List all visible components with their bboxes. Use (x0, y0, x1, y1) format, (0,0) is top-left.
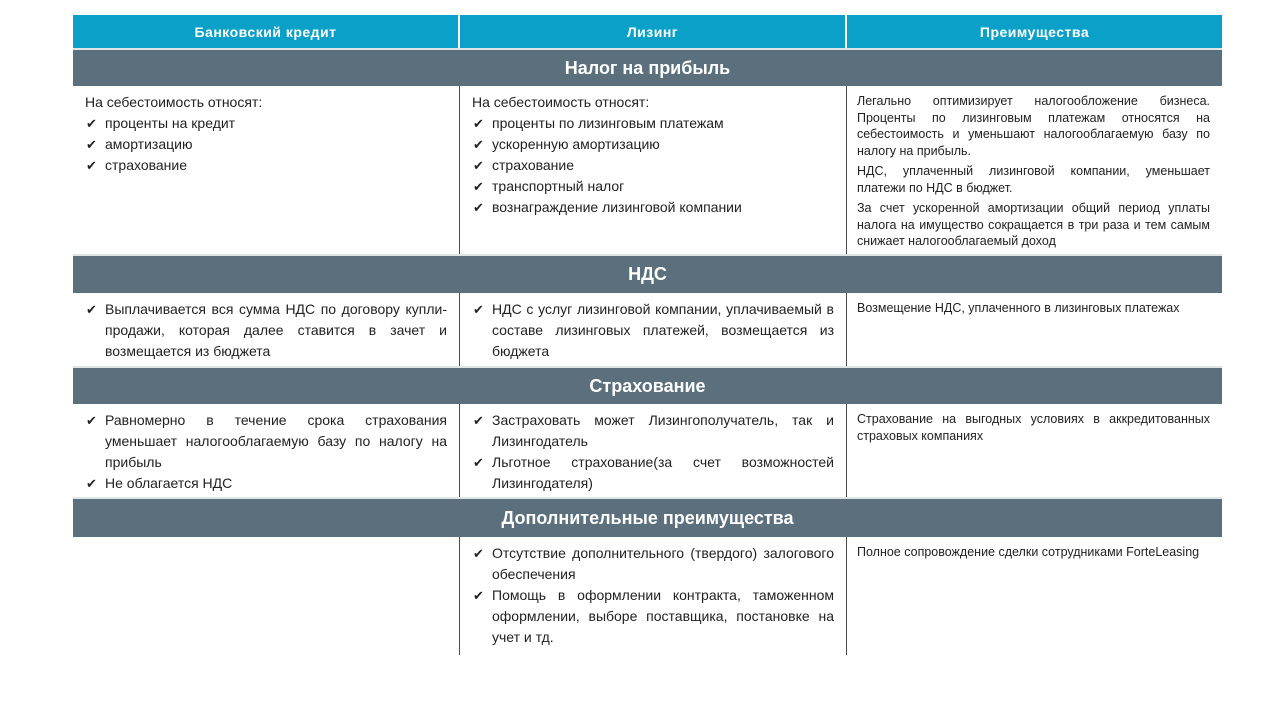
list-item (85, 473, 447, 494)
leasing-cell-extra (460, 537, 847, 655)
list-item-text: страхование (492, 157, 575, 173)
bank-list (85, 299, 447, 362)
list-item (85, 155, 447, 176)
table-header (73, 15, 1222, 48)
list-item-text: Выплачивается вся сумма НДС по договору купли-продажи, которая далее ставится в зачет и возмещается из бюджета (105, 301, 447, 359)
list-item (472, 452, 834, 494)
advantage-text: Легально оптимизирует налогообложение бизнеса. Проценты по лизинговым платежам относятся на себестоимость и уменьшают налогооблагаемую базу по налогу на прибыль. (857, 94, 1210, 158)
leasing-list (472, 113, 834, 218)
advantages-cell-extra (847, 537, 1222, 655)
check-icon: ✔ (473, 116, 484, 131)
check-icon: ✔ (473, 455, 484, 470)
check-icon: ✔ (473, 200, 484, 215)
leasing-intro: На себестоимость относят: (472, 94, 650, 110)
bank-cell-extra (73, 537, 460, 655)
section-row-insurance (73, 404, 1222, 497)
check-icon: ✔ (86, 302, 97, 317)
check-icon: ✔ (473, 302, 484, 317)
section-title-vat: НДС (73, 254, 1222, 293)
list-item (85, 134, 447, 155)
comparison-table (73, 15, 1222, 655)
section-row-profit (73, 86, 1222, 254)
advantage-text: Полное сопровождение сделки сотрудниками ForteLeasing (857, 545, 1200, 559)
check-icon: ✔ (473, 179, 484, 194)
section-title-insurance: Страхование (73, 366, 1222, 404)
list-item-text: вознаграждение лизинговой компании (492, 199, 742, 215)
section-title-extra: Дополнительные преимущества (73, 497, 1222, 537)
list-item (472, 585, 834, 648)
list-item (472, 543, 834, 585)
list-item (472, 155, 834, 176)
check-icon: ✔ (86, 476, 97, 491)
leasing-list (472, 410, 834, 494)
list-item (472, 410, 834, 452)
advantage-text: Возмещение НДС, уплаченного в лизинговых платежах (857, 301, 1180, 315)
list-item-text: Помощь в оформлении контракта, таможенном оформлении, выборе поставщика, постановке на учет и тд. (492, 587, 834, 645)
check-icon: ✔ (473, 588, 484, 603)
list-item-text: Застраховать может Лизингополучатель, так и Лизингодатель (492, 412, 834, 449)
list-item (472, 176, 834, 197)
check-icon: ✔ (473, 158, 484, 173)
check-icon: ✔ (86, 137, 97, 152)
header-leasing: Лизинг (460, 15, 847, 48)
list-item-text: Не облагается НДС (105, 475, 233, 491)
advantage-text: Страхование на выгодных условиях в аккредитованных страховых компаниях (857, 412, 1210, 443)
check-icon: ✔ (473, 137, 484, 152)
bank-intro: На себестоимость относят: (85, 94, 263, 110)
list-item (85, 113, 447, 134)
list-item-text: проценты по лизинговым платежам (492, 115, 724, 131)
list-item (85, 410, 447, 473)
list-item-text: Отсутствие дополнительного (твердого) залогового обеспечения (492, 545, 834, 582)
list-item-text: амортизацию (105, 136, 193, 152)
list-item-text: Льготное страхование(за счет возможностей Лизингодателя) (492, 454, 834, 491)
list-item (85, 299, 447, 362)
list-item-text: ускоренную амортизацию (492, 136, 660, 152)
section-row-extra (73, 537, 1222, 655)
advantages-cell-profit (847, 86, 1222, 254)
list-item-text: Равномерно в течение срока страхования уменьшает налогооблагаемую базу по налогу на прибыль (105, 412, 447, 470)
section-title-profit: Налог на прибыль (73, 48, 1222, 86)
section-row-vat (73, 293, 1222, 366)
bank-list (85, 410, 447, 494)
bank-cell-vat (73, 293, 460, 366)
check-icon: ✔ (473, 546, 484, 561)
check-icon: ✔ (86, 158, 97, 173)
leasing-list (472, 543, 834, 648)
leasing-cell-insurance (460, 404, 847, 497)
list-item (472, 299, 834, 362)
list-item-text: НДС с услуг лизинговой компании, уплачиваемый в составе лизинговых платежей, возмещается из бюджета (492, 301, 834, 359)
list-item-text: страхование (105, 157, 188, 173)
leasing-cell-profit (460, 86, 847, 254)
list-item (472, 197, 834, 218)
leasing-list (472, 299, 834, 362)
check-icon: ✔ (473, 413, 484, 428)
advantages-cell-insurance (847, 404, 1222, 497)
bank-list (85, 113, 447, 176)
advantages-cell-vat (847, 293, 1222, 366)
list-item-text: транспортный налог (492, 178, 625, 194)
bank-cell-profit (73, 86, 460, 254)
header-bank-credit: Банковский кредит (73, 15, 460, 48)
check-icon: ✔ (86, 413, 97, 428)
check-icon: ✔ (86, 116, 97, 131)
list-item (472, 113, 834, 134)
advantage-text: За счет ускоренной амортизации общий период уплаты налога на имущество сокращается в три раза и тем самым снижает налогооблагаемый доход (857, 201, 1210, 248)
bank-cell-insurance (73, 404, 460, 497)
advantage-text: НДС, уплаченный лизинговой компании, уменьшает платежи по НДС в бюджет. (857, 164, 1210, 195)
header-advantages: Преимущества (979, 23, 1090, 40)
list-item-text: проценты на кредит (105, 115, 236, 131)
leasing-cell-vat (460, 293, 847, 366)
list-item (472, 134, 834, 155)
